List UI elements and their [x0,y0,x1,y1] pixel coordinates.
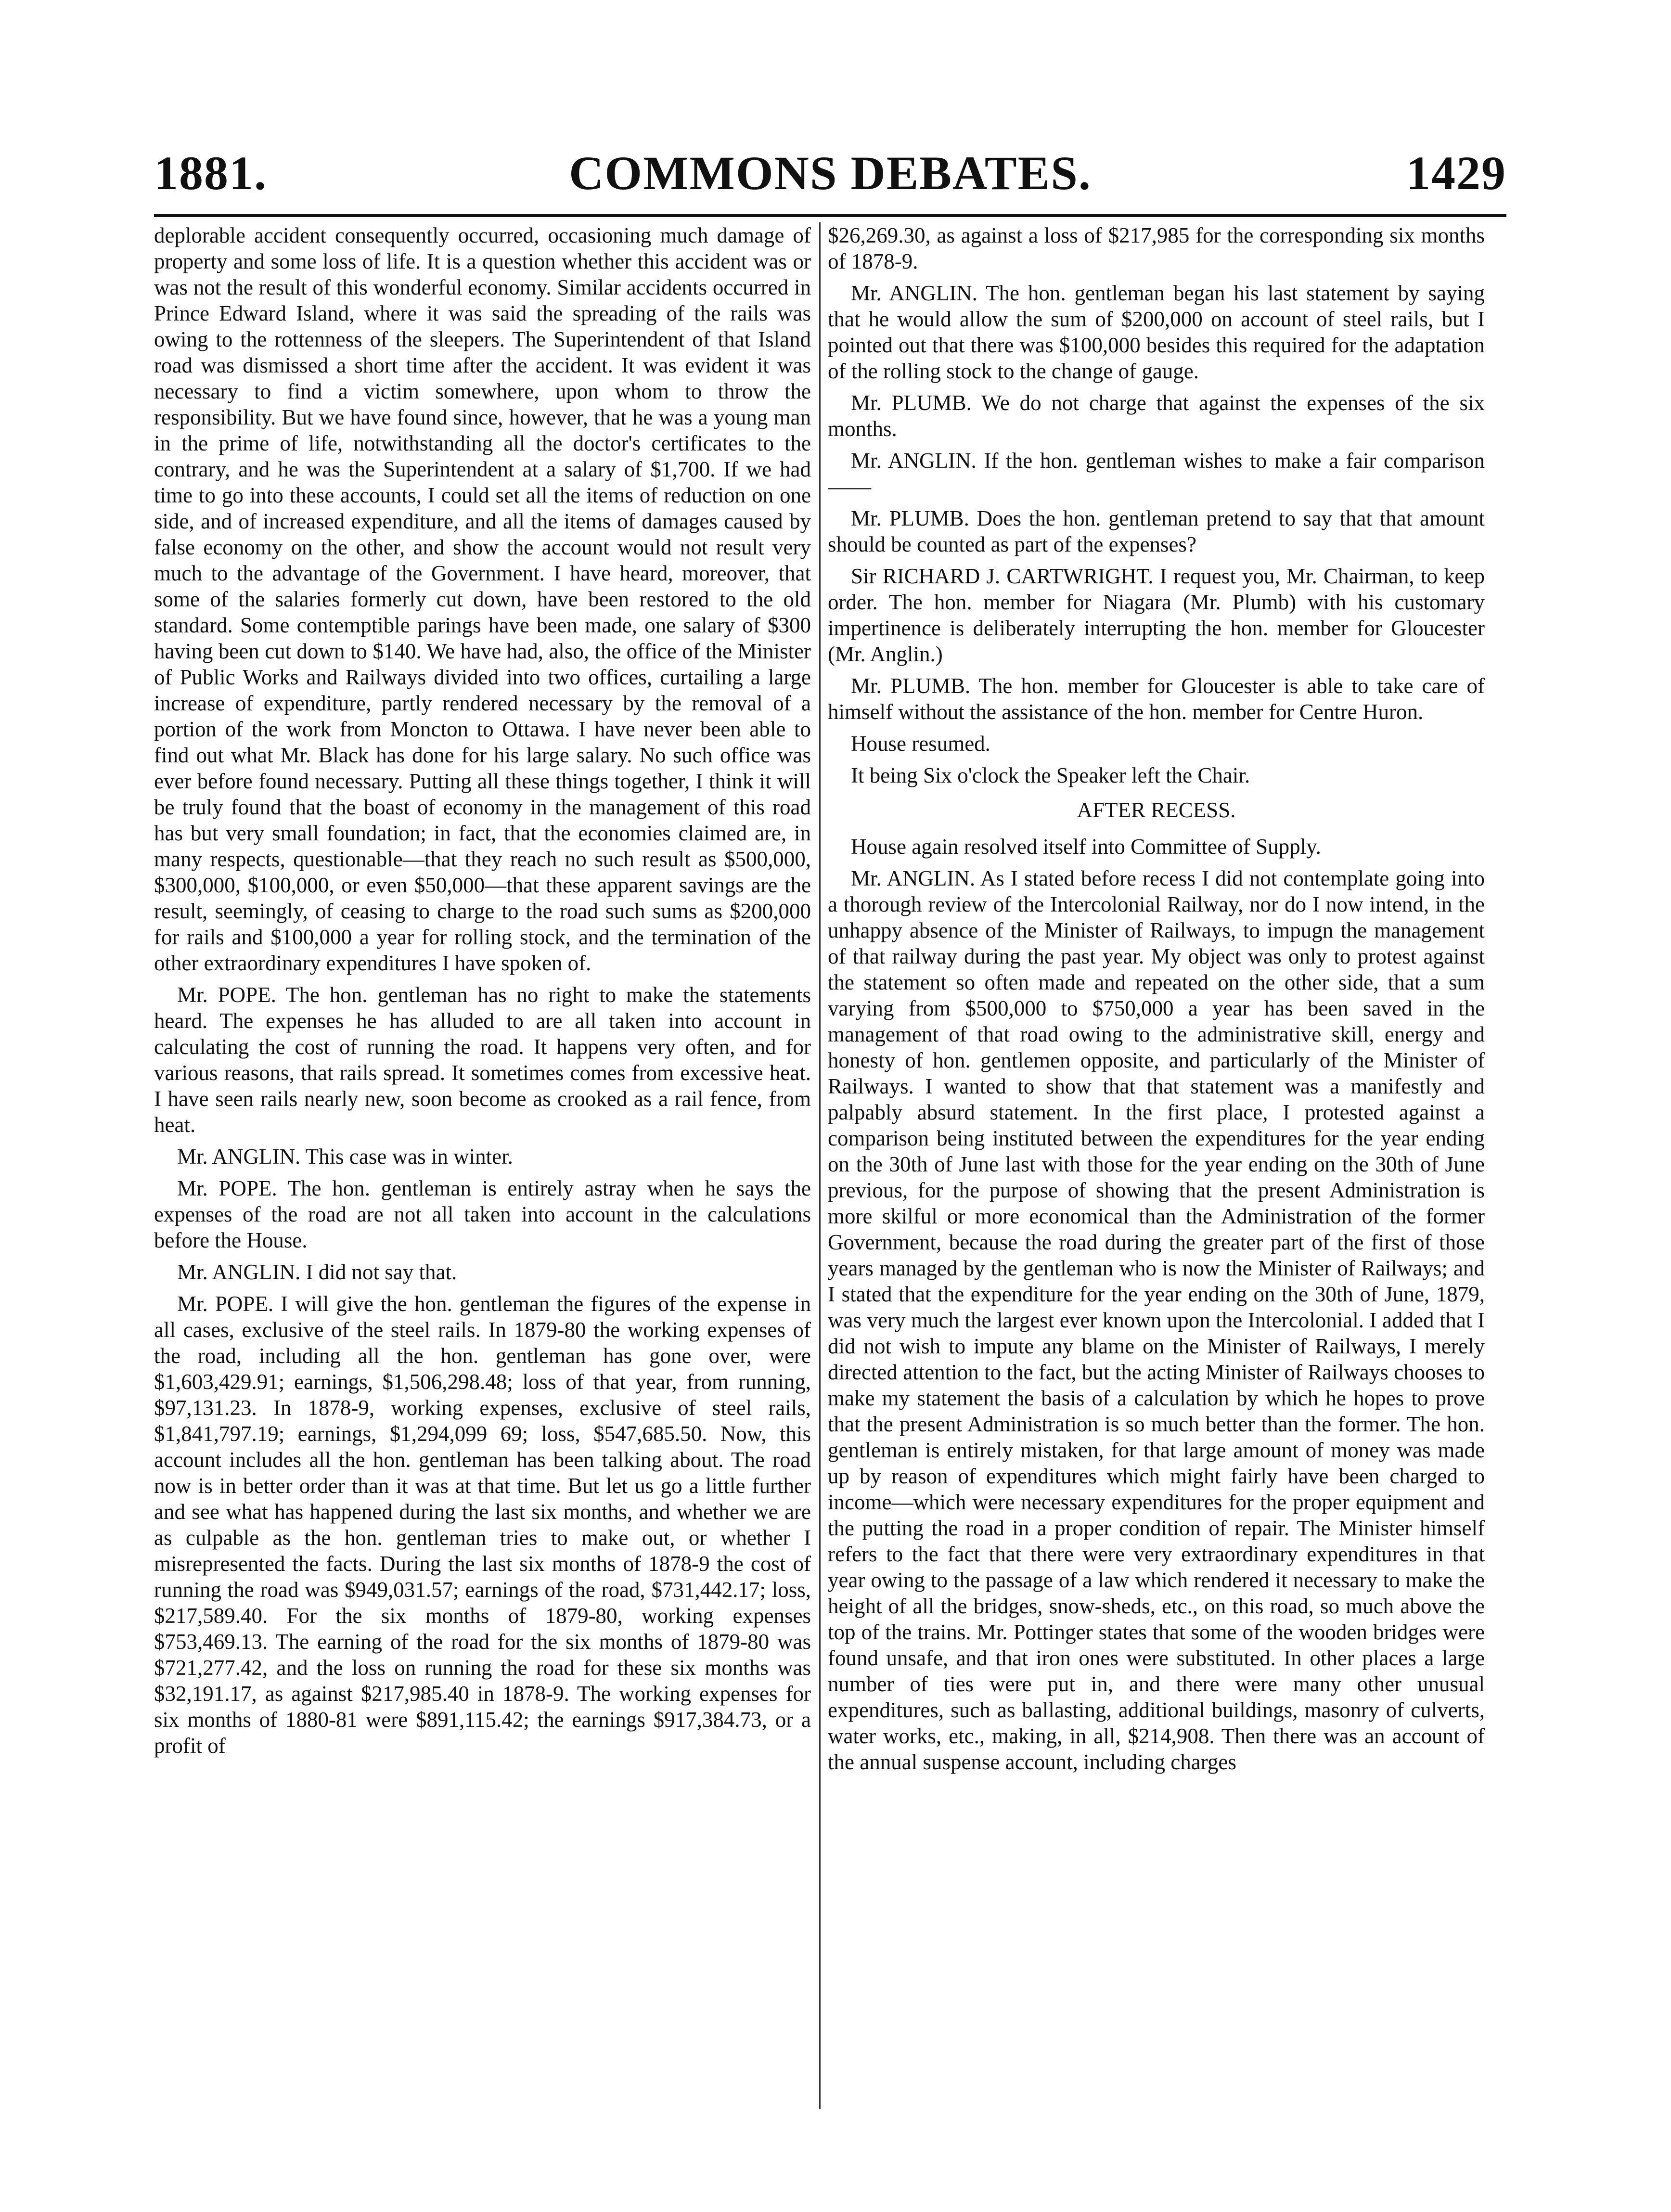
page-header [154,144,1506,202]
paragraph: Mr. ANGLIN. I did not say that. [177,1260,457,1284]
header-rule [154,214,1506,217]
paragraph: It being Six o'clock the Speaker left the Chair. [851,763,1250,787]
paragraph: Mr. PLUMB. We do not charge that against the expenses of the six months. [828,391,1485,441]
section-heading: AFTER RECESS. [1077,798,1236,822]
paragraph: House again resolved itself into Committee of Supply. [851,835,1321,859]
paragraph: Mr. ANGLIN. If the hon. gentleman wishes to make a fair comparison—— [828,449,1485,499]
paragraph: Mr. POPE. The hon. gentleman is entirely astray when he says the expenses of the road are not all taken into account in the calculations before the House. [154,1176,811,1252]
header-title: COMMONS DEBATES. [569,146,1092,200]
paragraph: Sir RICHARD J. CARTWRIGHT. I request you, Mr. Chairman, to keep order. The hon. member for Niagara (Mr. Plumb) with his customary impertinence is deliberately interrupting the hon. member for Gloucester (Mr. Anglin.) [828,564,1485,666]
paragraph: Mr. ANGLIN. As I stated before recess I did not contemplate going into a thorough review of the Intercolonial Railway, nor do I now intend, in the unhappy absence of the Minister of Railways, to impugn the management of that railway during the past year. My object was only to protest against the statement so often made and repeated on the other side, that a sum varying from $500,000 to $750,000 a year has been saved in the management of that road owing to the administrative skill, energy and honesty of hon. gentlemen opposite, and particularly of the Minister of Railways. I wanted to show that that statement was a manifestly and palpably absurd statement. In the first place, I protested against a comparison being instituted between the expenditures for the year ending on the 30th of June last with those for the year ending on the 30th of June previous, for the purpose of showing that the present Administration is more skilful or more economical than the Administration of the former Government, because the road during the greater part of the first of those years managed by the gentleman who is now the Minister of Railways; and I stated that the expenditure for the year ending on the 30th of June, 1879, was very much the largest ever known upon the Intercolonial. I added that I did not wish to impute any blame on the Minister of Railways, I merely directed attention to the fact, but the acting Minister of Railways chooses to make my statement the basis of a calculation by which he hopes to prove that the present Administration is so much better than the former. The hon. gentleman is entirely mistaken, for that large amount of money was made up by reason of expenditures which might fairly have been charged to income—which were necessary expenditures for the proper equipment and the putting the road in a proper condition of repair. The Minister himself refers to the fact that there were very extraordinary expenditures in that year owing to the passage of a law which rendered it necessary to make the height of all the bridges, snow-sheds, etc., on this road, so much above the top of the trains. Mr. Pottinger states that some of the wooden bridges were found unsafe, and that iron ones were substituted. In other places a large number of ties were put in, and there were many other unusual expenditures, such as ballasting, additional buildings, masonry of culverts, water works, etc., making, in all, $214,908. Then there was an account of the annual suspense account, including charges [828,866,1485,1774]
paragraph: House resumed. [851,732,990,756]
paragraph: Mr. POPE. I will give the hon. gentleman the figures of the expense in all cases, exclusive of the steel rails. In 1879-80 the working expenses of the road, including all the hon. gentleman has gone over, were $1,603,429.91; earnings, $1,506,298.48; loss of that year, from running, $97,131.23. In 1878-9, working expenses, exclusive of steel rails, $1,841,797.19; earnings, $1,294,099 69; loss, $547,685.50. Now, this account includes all the hon. gentleman has been talking about. The road now is in better order than it was at that time. But let us go a little further and see what has happened during the last six months, and whether we are as culpable as the hon. gentleman tries to make out, or whether I misrepresented the facts. During the last six months of 1878-9 the cost of running the road was $949,031.57; earnings of the road, $731,442.17; loss, $217,589.40. For the six months of 1879-80, working expenses $753,469.13. The earning of the road for the six months of 1879-80 was $721,277.42, and the loss on running the road for these six months was $32,191.17, as against $217,985.40 in 1878-9. The working expenses for six months of 1880-81 were $891,115.42; the earnings $917,384.73, or a profit of [154,1292,811,1758]
paragraph: Mr. POPE. The hon. gentleman has no right to make the statements heard. The expenses he has alluded to are all taken into account in calculating the cost of running the road. It happens very often, and for various reasons, that rails spread. It sometimes comes from excessive heat. I have seen rails nearly new, soon become as crooked as a rail fence, from heat. [154,983,811,1137]
right-column [828,222,1485,2109]
left-column [154,222,811,2109]
column-divider [819,222,821,2109]
paragraph: $26,269.30, as against a loss of $217,985 for the corresponding six months of 1878-9. [828,223,1485,273]
paragraph: deplorable accident consequently occurred, occasioning much damage of property and some loss of life. It is a question whether this accident was or was not the result of this wonderful economy. Similar accidents occurred in Prince Edward Island, where it was said the spreading of the rails was owing to the rottenness of the sleepers. The Superintendent of that Island road was dismissed a short time after the accident. It was evident it was necessary to find a victim somewhere, upon whom to throw the responsibility. But we have found since, however, that he was a young man in the prime of life, notwithstanding all the doctor's certificates to the contrary, and he was the Superintendent at a salary of $1,700. If we had time to go into these accounts, I could set all the items of reduction on one side, and of increased expenditure, and all the items of damages caused by false economy on the other, and show the account would not result very much to the advantage of the Government. I have heard, moreover, that some of the salaries formerly cut down, have been restored to the old standard. Some contemptible parings have been made, one salary of $300 having been cut down to $140. We have had, also, the office of the Minister of Public Works and Railways divided into two offices, curtailing a large increase of expenditure, partly rendered necessary by the removal of a portion of the work from Moncton to Ottawa. I have never been able to find out what Mr. Black has done for his large salary. No such office was ever before found necessary. Putting all these things together, I think it will be truly found that the boast of economy in the management of this road has but very small foundation; in fact, that the economies claimed are, in many respects, questionable—that they reach no such result as $500,000, $300,000, $100,000, or even $50,000—that these apparent savings are the result, seemingly, of ceasing to charge to the road such sums as $200,000 for rails and $100,000 a year for rolling stock, and the termination of the other extraordinary expenditures I have spoken of. [154,223,811,975]
header-page-number: 1429 [1406,146,1506,200]
header-year: 1881. [154,146,267,200]
paragraph: Mr. ANGLIN. This case was in winter. [177,1145,513,1169]
paragraph: Mr. ANGLIN. The hon. gentleman began his last statement by saying that he would allow the sum of $200,000 on account of steel rails, but I pointed out that there was $100,000 besides this required for the adaptation of the rolling stock to the change of gauge. [828,281,1485,383]
paragraph: Mr. PLUMB. Does the hon. gentleman pretend to say that that amount should be counted as part of the expenses? [828,506,1485,556]
paragraph: Mr. PLUMB. The hon. member for Gloucester is able to take care of himself without the assistance of the hon. member for Centre Huron. [828,674,1485,724]
